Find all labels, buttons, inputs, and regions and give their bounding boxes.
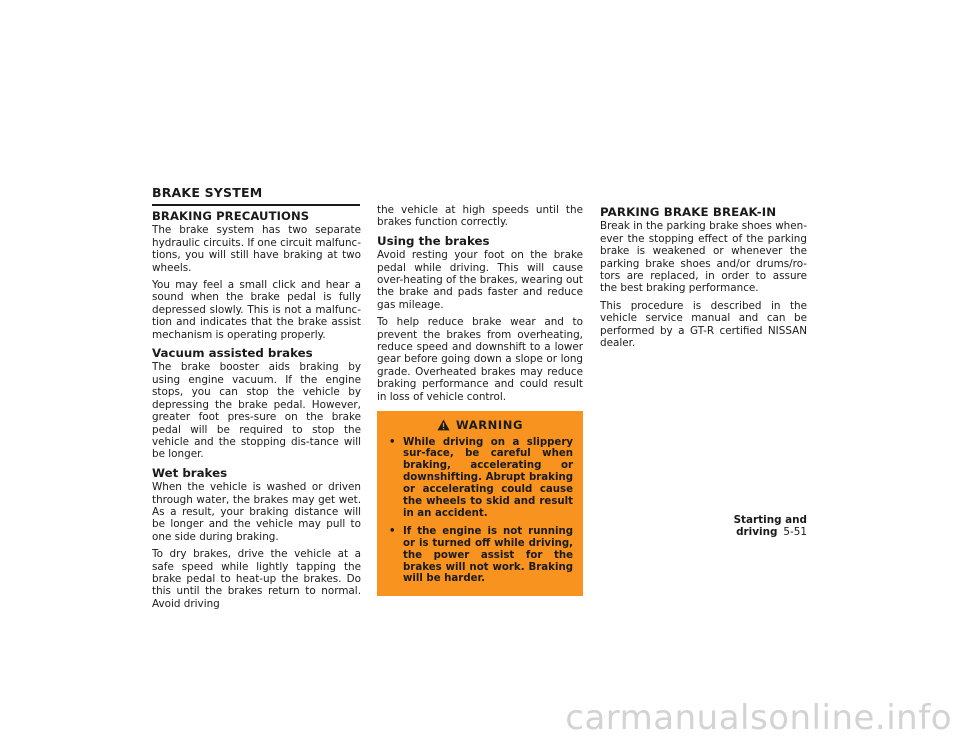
- braking-precautions-heading: BRAKING PRECAUTIONS: [152, 209, 310, 223]
- warning-item-text: While driving on a slippery sur-face, be careful when braking, accelerating or downshifting. Abrupt braking or accelerating could cause the wheels to skid and result in an accident.: [403, 436, 573, 519]
- paragraph: The brake booster aids braking by using engine vacuum. If the engine stops, you can stop the vehicle by depressing the brake pedal. However, greater foot pres-sure on the brake pedal will be required to stop the vehicle and the stopping dis-tance will be longer.: [152, 361, 361, 461]
- paragraph: The brake system has two separate hydraulic circuits. If one circuit malfunc-tions, you will still have braking at two wheels.: [152, 224, 361, 274]
- paragraph: Break in the parking brake shoes when-ever the stopping effect of the parking brake is weakened or whenever the parking brake shoes and/or drums/ro-tors are replaced, in order to assure the best braking performance.: [600, 220, 807, 295]
- warning-list: [387, 437, 573, 586]
- page-number: 5-51: [783, 526, 807, 538]
- wet-brakes-heading: Wet brakes: [152, 465, 228, 480]
- column-left: [152, 210, 361, 615]
- warning-title-text: WARNING: [455, 418, 524, 433]
- section-title: BRAKE SYSTEM: [152, 185, 360, 206]
- warning-item: [387, 437, 573, 520]
- parking-brake-heading: PARKING BRAKE BREAK-IN: [600, 205, 777, 219]
- bullet: •: [389, 525, 396, 537]
- warning-triangle-icon: [437, 419, 450, 431]
- warning-item: [387, 526, 573, 586]
- paragraph: Avoid resting your foot on the brake pedal while driving. This will cause over-heating of the brakes, wearing out the brake and pads faster and reduce gas mileage.: [377, 249, 583, 311]
- vacuum-assisted-heading: Vacuum assisted brakes: [152, 346, 313, 361]
- warning-title: [387, 419, 573, 431]
- paragraph: When the vehicle is washed or driven through water, the brakes may get wet. As a result, your braking distance will be longer and the vehicle may pull to one side during braking.: [152, 481, 361, 543]
- using-brakes-heading: Using the brakes: [377, 233, 490, 248]
- column-right: [600, 206, 807, 354]
- paragraph: You may feel a small click and hear a sound when the brake pedal is fully depressed slowly. This is not a malfunc-tion and indicates that the brake assist mechanism is operating properly.: [152, 279, 361, 341]
- paragraph-continuation: the vehicle at high speeds until the brakes function correctly.: [377, 204, 583, 229]
- page-footer: [680, 514, 807, 538]
- warning-item-text: If the engine is not running or is turned off while driving, the power assist for the brakes will not work. Braking will be harder.: [403, 525, 573, 585]
- column-middle: [377, 204, 583, 596]
- footer-section-name: Starting and driving: [733, 514, 807, 538]
- warning-box: [377, 411, 583, 596]
- paragraph: To help reduce brake wear and to prevent the brakes from overheating, reduce speed and downshift to a lower gear before going down a slope or long grade. Overheated brakes may reduce braking performance and could result in loss of vehicle control.: [377, 316, 583, 403]
- bullet: •: [389, 436, 396, 448]
- paragraph: This procedure is described in the vehicle service manual and can be performed by a GT-R certified NISSAN dealer.: [600, 299, 807, 350]
- paragraph: To dry brakes, drive the vehicle at a safe speed while lightly tapping the brake pedal to heat-up the brakes. Do this until the brakes return to normal. Avoid driving: [152, 548, 361, 610]
- watermark: carmanualsonline.info: [565, 698, 952, 738]
